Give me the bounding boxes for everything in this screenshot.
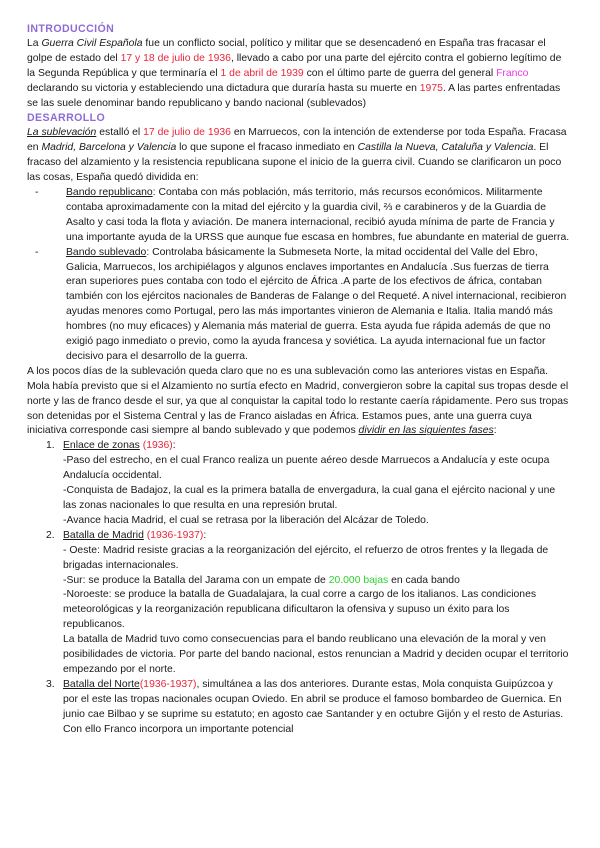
date-fin-guerra: 1 de abril de 1939: [220, 67, 304, 79]
list-item: 2. Batalla de Madrid (1936-1937): - Oeste: Madrid resiste gracias a la reorganización del ejército, el refuerzo de otros frentes y la llegada de brigadas internacionales. -Sur: se produce la Batalla del Jarama con un empate de 20.000 bajas en cada bando -Noroeste: se produce la batalla de Guadalajara, la cual corre a cargo de los italianos. Las condiciones meteorológicas y la reorganización republicana dificultaron la ofensiva y supuso un éxito para los republicanos. La batalla de Madrid tuvo como consecuencias para el bando reublicano una elevación de la moral y ven posibilidades de victoria. Por parte del bando nacional, estos renuncian a Madrid y deciden ocupar el territorio empezando por el norte.: [46, 529, 569, 675]
intro-paragraph: La Guerra Civil Española fue un conflicto social, político y militar que se desencadenó en España tras fracasar el golpe de estado del 17 y 18 de julio de 1936, llevado a cabo por una parte del ejército contra el gobierno legítimo de la Segunda República y que terminaría el 1 de abril de 1939 con el último parte de guerra del general Franco declarando su victoria y estableciendo una dictadura que duraría hasta su muerte en 1975. A las partes enfrentadas se las suele denominar bando republicano y bando nacional (sublevados): [27, 37, 562, 109]
list-item: 1. Enlace de zonas (1936): -Paso del estrecho, en el cual Franco realiza un puente aéreo desde Marruecos a Andalucía y este ocupa Andalucía occidental. -Conquista de Badajoz, la cual es la primera batalla de envergadura, la cual gana el ejército nacional y une las zonas nacionales lo que resulta en una represión brutal. -Avance hacia Madrid, el cual se retrasa por la liberación del Alcázar de Toledo.: [46, 440, 556, 526]
fase-date: (1936-1937): [143, 529, 204, 541]
sublevacion-term: La sublevación: [27, 127, 97, 139]
bajas-number: 20.000 bajas: [328, 574, 389, 586]
fase-title: Enlace de zonas: [63, 440, 140, 452]
bando-label: Bando sublevado: [66, 246, 147, 258]
transicion-paragraph: A los pocos días de la sublevación queda claro que no es una sublevación como las anteriores vistas en España. Mola había previsto que si el Alzamiento no surtía efecto en Madrid, convergieron sobre la capital sus tropas desde el norte y las de franco desde el sur, ya que al conquistar la capital todo lo restante caería rápidamente. Pero sus tropas son detenidas por el Sistema Central y las de Franco aisladas en África. Estamos pues, ante una guerra cuya iniciativa corresponde casi siempre al bando sublevado y que podemos dividir en las siguientes fases:: [27, 365, 569, 437]
date-sublevacion: 17 de julio de 1936: [143, 127, 231, 139]
list-item: - Bando sublevado: Controlaba básicamente la Submeseta Norte, la mitad occidental del Valle del Ebro, Galicia, Marruecos, los archipiélagos y algunos enclaves importantes en Andalucía .Sus fuerzas de tierra eran superiores pues contaba con todo el ejército de África .A parte de los efectivos de áfrica, contaban también con los ejércitos nacionales de Banderas de Falange o del Requeté. A nivel internacional, recibieron ayudas menores como Portugal, pero las más importantes vinieron de Alemania e Italia. Italia mandó más hombres (no muy eficaces) y Alemania más material de guerra. Esta ayuda fue rápida además de que no exigió pago inmediato o previo, como la ayuda francesa y soviética. La ayuda internacional fue un factor decisivo para el desarrollo de la guerra.: [27, 246, 570, 365]
cities-term: Madrid, Barcelona y Valencia: [41, 142, 177, 154]
fase-date: (1936): [139, 440, 173, 452]
intro-heading: INTRODUCCIÓN: [27, 23, 115, 35]
franco-name: Franco: [496, 67, 529, 79]
desarrollo-heading: DESARROLLO: [27, 112, 106, 125]
bandos-list: [27, 186, 570, 365]
guerra-civil-term: Guerra Civil Española: [41, 37, 143, 49]
fase-date: (1936-1937): [139, 678, 197, 690]
desarrollo-paragraph: La sublevación estalló el 17 de julio de 1936 en Marruecos, con la intención de extenderse por toda España. Fracasa en Madrid, Barcelona y Valencia lo que supone el fracaso inmediato en Castilla la Nueva, Cataluña y Valencia. El fracaso del alzamiento y la resistencia republicana supone el inicio de la guerra civil. Cuando se clarificaron un poco las cosas, España quedó dividida en:: [27, 127, 567, 184]
bando-label: Bando republicano: [66, 186, 153, 198]
regions-term: Castilla la Nueva, Cataluña y Valencia: [357, 142, 534, 154]
fase-title: Batalla del Norte: [63, 678, 140, 690]
date-golpe: 17 y 18 de julio de 1936: [120, 52, 231, 64]
fases-list: [27, 439, 570, 737]
list-item: 3. Batalla del Norte(1936-1937), simultánea a las dos anteriores. Durante estas, Mola conquista Guipúzcoa y por el este las tropas nacionales ocupan Oviedo. En abril se produce el famoso bombardeo de Guernica. En junio cae Bilbao y se suprime su estatuto; en agosto cae Santander y en octubre Gijón y el resto de Asturias. Con ello Franco incorpora un importante potencial: [46, 678, 564, 735]
list-item: - Bando republicano: Contaba con más población, más territorio, más recursos económicos. Militarmente contaba aproximadamente con la mitad del ejército y la guardia civil, ⅔ e carabineros y de la Guardia de Asalto y casi toda la flota y aviación. De manera internacional, recibió ayuda mínima de parte de Francia y una importante ayuda de la URSS que aunque fue escasa en hombres, fue abundante en material de guerra.: [27, 186, 570, 246]
fase-title: Batalla de Madrid: [63, 529, 144, 541]
fases-term: dividir en las siguientes fases: [358, 425, 494, 437]
date-muerte: 1975: [419, 82, 443, 94]
